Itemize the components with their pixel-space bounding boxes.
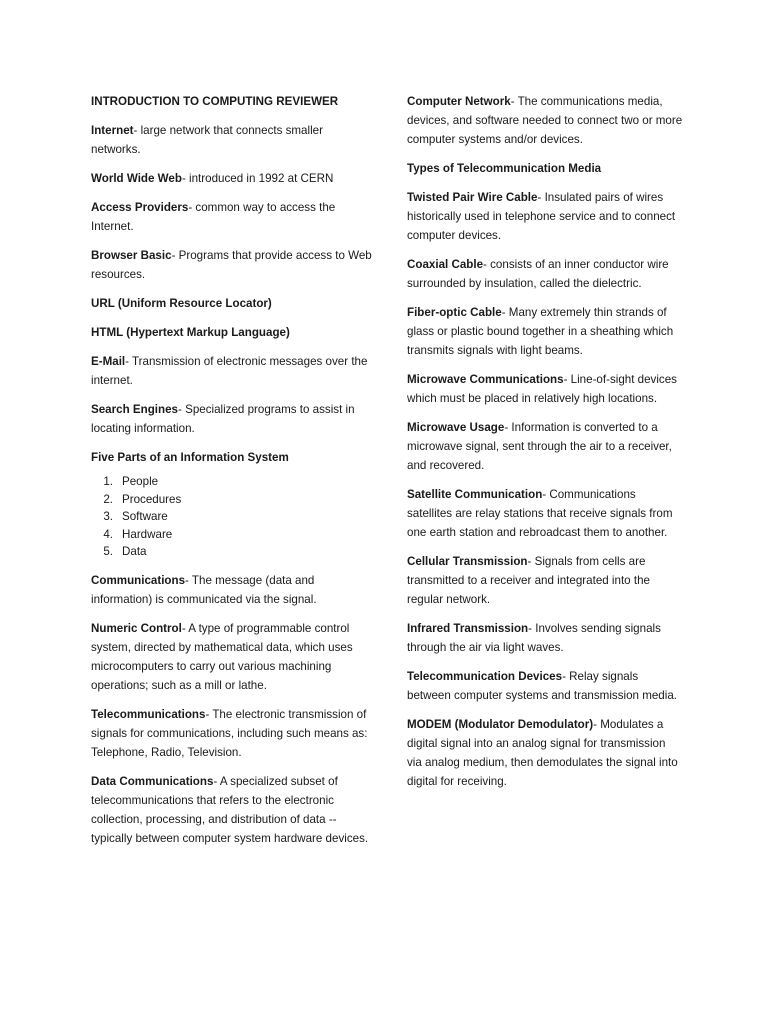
entry-data-communications [91,772,373,848]
entry-definition: - Transmission of electronic messages over the internet. [91,355,368,387]
entry-definition: - Signals from cells are transmitted to a receiver and integrated into the regular network. [407,555,650,606]
entry-satellite-communication [407,485,683,542]
list-number: 3. [103,510,113,523]
entry-term: Microwave Usage [407,421,505,434]
entry-term: Coaxial Cable [407,258,484,271]
entry-term: Numeric Control [91,621,182,635]
entry-definition: - Specialized programs to assist in locating information. [91,403,355,435]
entry-term: URL (Uniform Resource Locator) [91,297,272,310]
list-number: 2. [103,492,113,506]
section-heading: Types of Telecommunication Media [407,162,602,175]
entry-definition: - Involves sending signals through the air via light waves. [407,622,661,654]
entry-term: Infrared Transmission [407,622,529,635]
list-item [91,543,373,561]
entry-definition: - Programs that provide access to Web resources. [91,249,372,281]
entry-definition: - Modulates a digital signal into an analog signal for transmission via analog medium, then demodulates the signal into digital for receiving. [407,718,678,788]
entry-email [91,352,373,390]
entry-term: Access Providers [91,201,189,214]
entry-access-providers [91,198,373,236]
entry-definition: - The electronic transmission of signals for communications, including such means as: Telephone, Radio, Television. [91,707,368,759]
list-item [91,473,373,491]
entry-cellular-transmission [407,552,683,609]
entry-definition: - introduced in 1992 at CERN [181,172,334,185]
list-text: Data [122,545,147,558]
entry-communications [91,571,373,609]
list-text: People [122,475,159,488]
entry-coaxial-cable [407,255,683,293]
list-item [91,526,373,544]
entry-infrared-transmission [407,619,683,657]
entry-definition: - Insulated pairs of wires historically used in telephone service and to connect computer devices. [407,191,676,242]
document-title: INTRODUCTION TO COMPUTING REVIEWER [91,95,339,108]
entry-twisted-pair [407,188,683,245]
entry-definition: - Many extremely thin strands of glass or plastic bound together in a sheathing which transmits signals with light beams. [407,306,674,357]
entry-search-engines [91,400,373,438]
info-system-list [91,473,373,561]
entry-url [91,294,373,313]
entry-browser-basic [91,246,373,284]
list-number: 4. [103,527,113,541]
entry-definition: - consists of an inner conductor wire surrounded by insulation, called the dielectric. [407,258,669,290]
entry-telecommunication-devices [407,667,683,705]
list-number: 1. [103,475,113,488]
entry-term: Browser Basic [91,249,172,262]
entry-term: Cellular Transmission [407,555,528,568]
entry-term: World Wide Web [91,172,182,185]
entry-term: Search Engines [91,403,178,416]
info-system-heading: Five Parts of an Information System [91,451,289,464]
entry-term: Telecommunications [91,707,206,721]
entry-term: MODEM (Modulator Demodulator) [407,718,594,731]
entry-term: HTML (Hypertext Markup Language) [91,326,290,339]
entry-definition: - common way to access the Internet. [91,201,336,233]
entry-term: Internet [91,124,134,137]
list-text: Procedures [122,492,182,506]
entry-fiber-optic [407,303,683,360]
entry-term: Twisted Pair Wire Cable [407,191,538,204]
entry-definition: - Relay signals between computer systems and transmission media. [407,670,677,702]
entry-microwave-communications [407,370,683,408]
entry-internet [91,121,373,159]
entry-world-wide-web [91,169,373,188]
entry-definition: - Line-of-sight devices which must be placed in relatively high locations. [407,373,677,405]
entry-telecommunications [91,705,373,762]
entry-term: Computer Network [407,95,511,108]
entry-term: Fiber-optic Cable [407,306,502,319]
list-text: Hardware [122,527,173,541]
entry-definition: - The communications media, devices, and software needed to connect two or more computer systems and/or devices. [407,95,683,146]
list-text: Software [122,510,168,523]
entry-term: Communications [91,573,186,587]
list-number: 5. [103,545,113,558]
entry-definition: - Information is converted to a microwave signal, sent through the air to a receiver, and recovered. [407,421,672,472]
list-item [91,508,373,526]
entry-term: Microwave Communications [407,373,564,386]
entry-definition: - large network that connects smaller networks. [91,124,323,156]
entry-term: Telecommunication Devices [407,670,563,683]
entry-telecom-media-heading [407,159,683,178]
entry-definition: - The message (data and information) is communicated via the signal. [91,573,317,606]
entry-numeric-control [91,619,373,695]
entry-definition: - Communications satellites are relay stations that receive signals from one earth station and rebroadcast them to another. [407,488,673,539]
entry-modem [407,715,683,791]
entry-term: Data Communications [91,774,214,788]
entry-definition: - A specialized subset of telecommunications that refers to the electronic collection, processing, and distribution of data -- typically between computer system hardware devices. [91,774,369,845]
entry-computer-network [407,92,683,149]
entry-term: E-Mail [91,355,126,368]
entry-html [91,323,373,342]
entry-term: Satellite Communication [407,488,543,501]
list-item [91,491,373,509]
left-column [91,92,373,858]
entry-definition: - A type of programmable control system, directed by mathematical data, which uses microcomputers to carry out various machining operations; such as a mill or lathe. [91,621,353,692]
right-column [407,92,683,801]
entry-microwave-usage [407,418,683,475]
